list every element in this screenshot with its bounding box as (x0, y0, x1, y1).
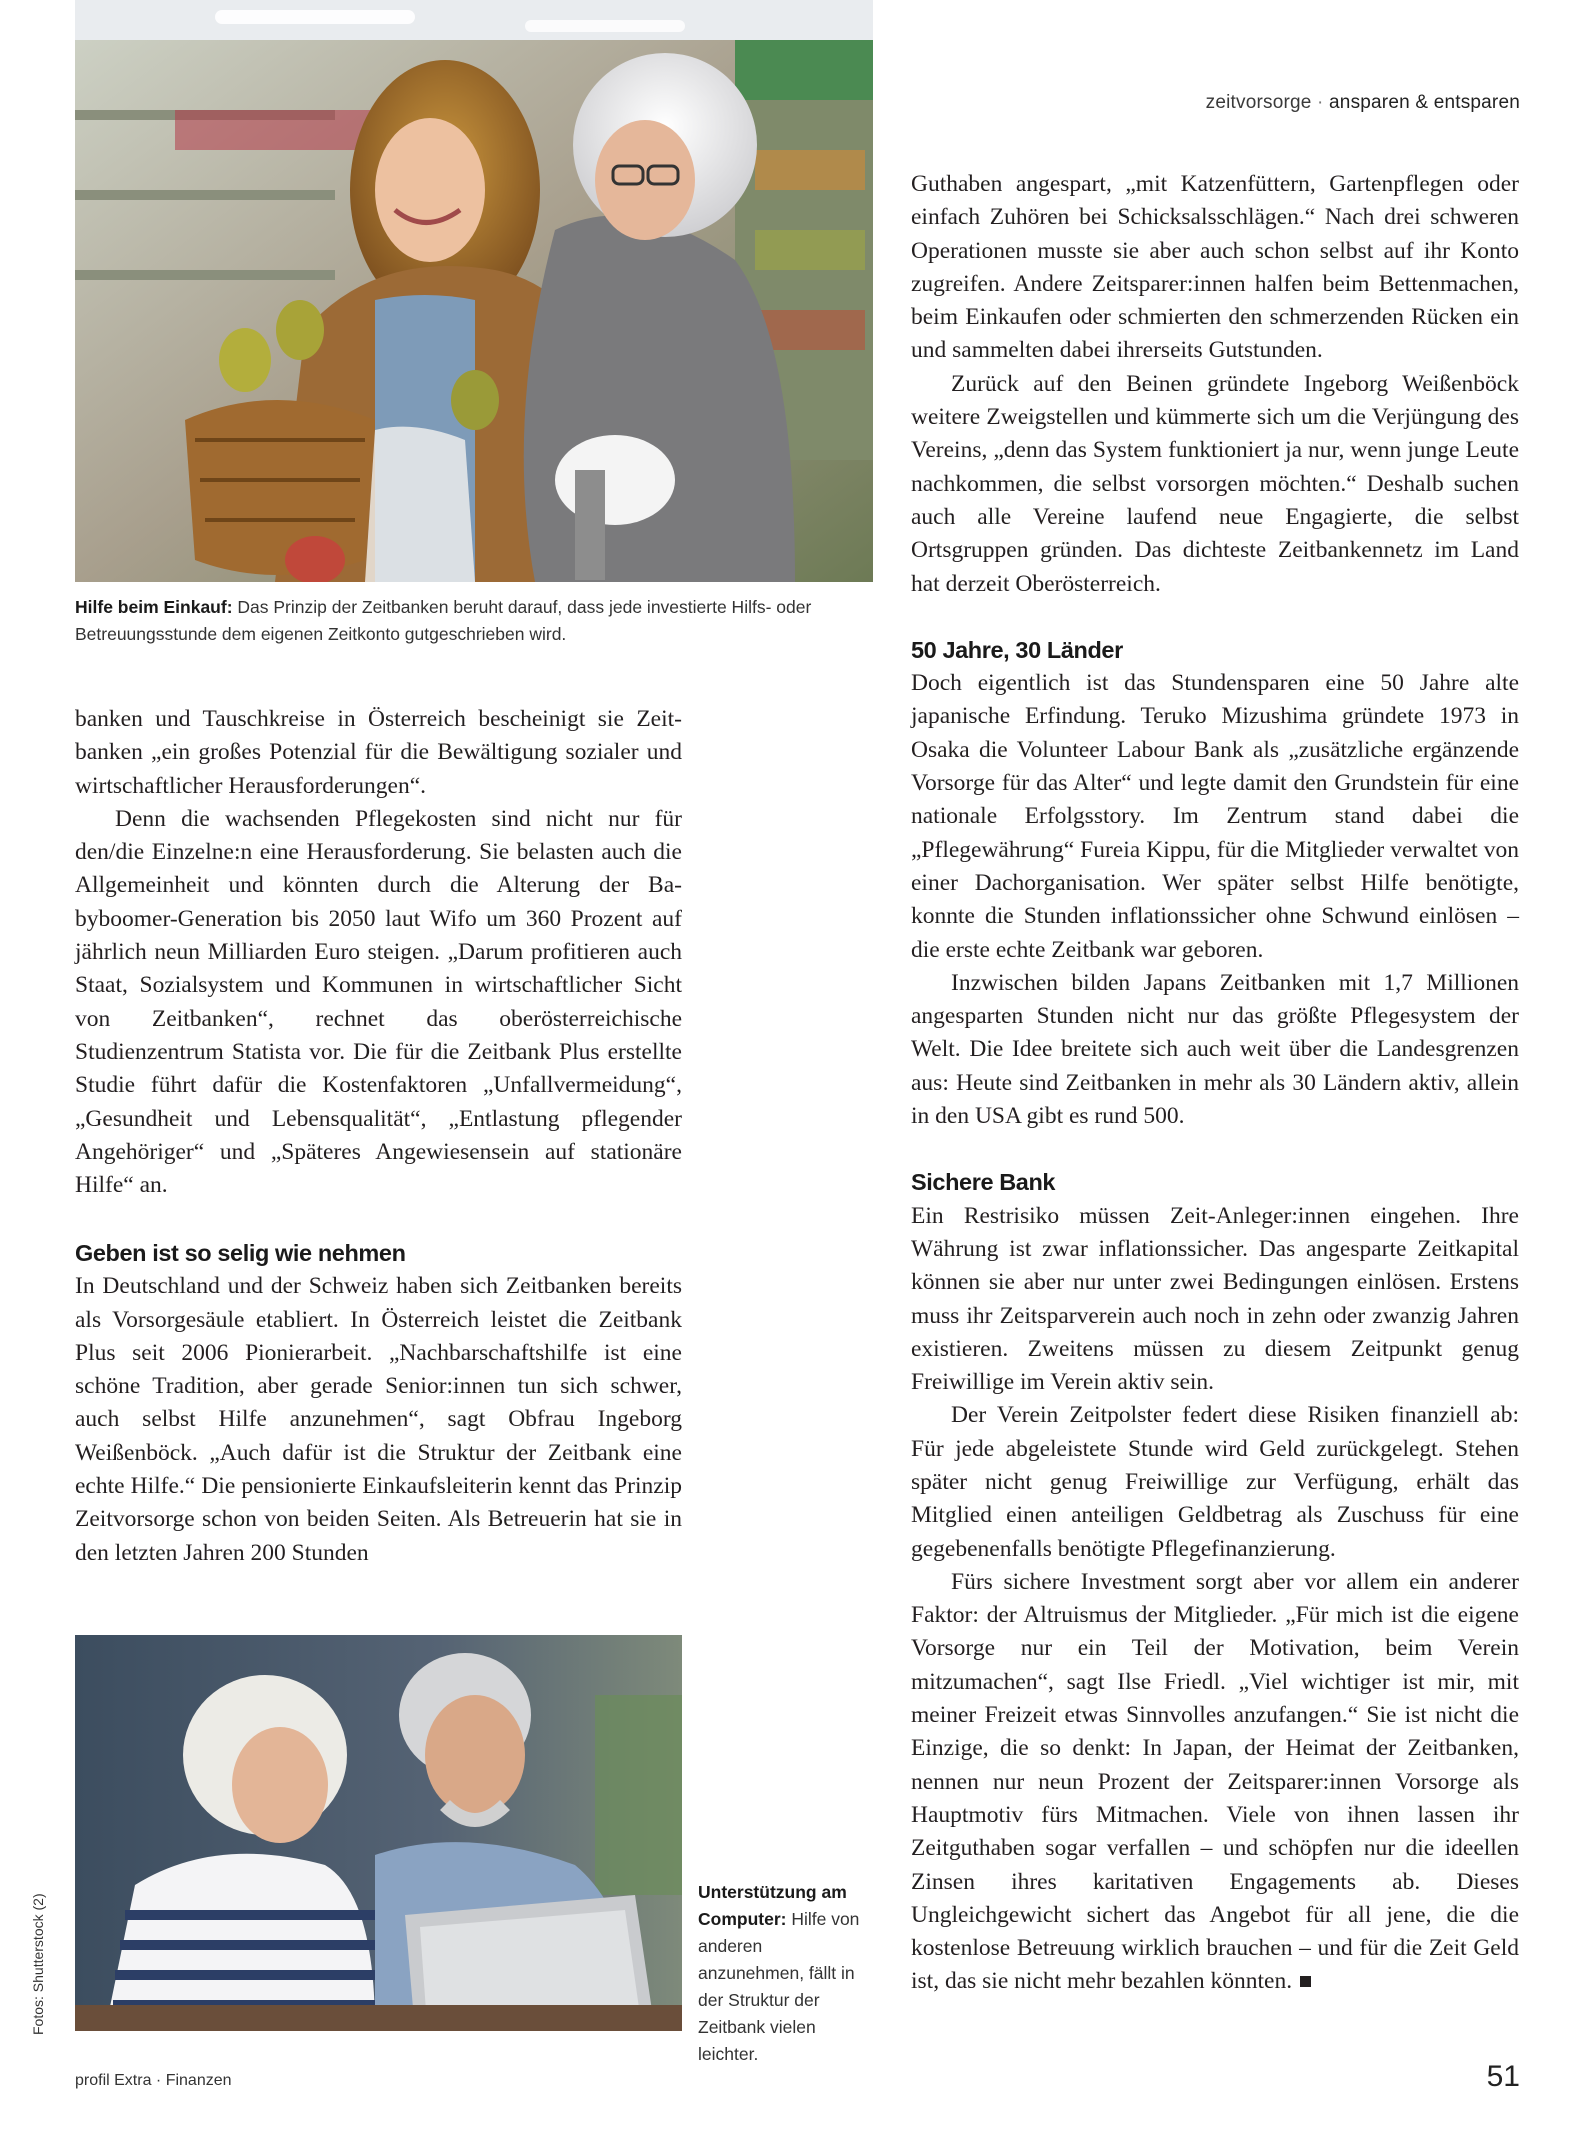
caption-lead: Unterstützung am Computer: (698, 1882, 847, 1929)
section-heading: 50 Jahre, 30 Länder (911, 636, 1123, 663)
paragraph: Inzwischen bilden Japans Zeitbanken mit 1,7 Millionen angesparten Stunden nicht nur das größte Pflegesystem der Welt. Die Idee breitete sich auch weit über die Landesgrenzen aus: Heute sind Zeitbanken in mehr als 30 Ländern aktiv, allein in den USA gibt es rund 500. (911, 969, 1519, 1130)
end-mark-icon (1300, 1976, 1311, 1987)
paragraph: Doch eigentlich ist das Stundensparen eine 50 Jahre alte japanische Erfindung. Teruko Mizushima gründete 1973 in Osaka die Volunteer Labour Bank als „zusätzliche ergänzende Vorsorge für das Alter“ und legte damit den Grundstein für eine nationale Erfolgsstory. Im Zentrum stand dabei die „Pflegewährung“ Fureia Kippu, für die Mitglieder verwaltet von einer Dachorganisation. Wer später selbst Hilfe benötigte, konnte die Stunden inflationssicher ohne Schwund einlösen – die erste echte Zeitbank war geboren. (911, 670, 1519, 963)
paragraph-final (911, 1566, 1519, 1999)
photo-caption-bottom (698, 1879, 868, 2068)
article-column-right (911, 168, 1519, 1999)
paragraph: Zurück auf den Beinen gründete Ingeborg Weißenböck weitere Zweigstellen und kümmerte sich um die Verjüngung des Vereins, „denn das System funktioniert ja nur, wenn junge Leute nachkommen, die selbst vorsorgen möchten.“ Deshalb suchen auch alle Vereine laufend neue Engagierte, die selbst Ortsgruppen gründen. Das dichteste Zeitbankennetz im Land hat derzeit Oberösterreich. (911, 370, 1519, 597)
caption-text: Hilfe von anderen anzunehmen, fällt in der Struktur der Zeitbank vielen leichter. (698, 1909, 860, 2064)
section-heading: Sichere Bank (911, 1169, 1056, 1196)
paragraph: Der Verein Zeitpolster federt diese Risiken finanziell ab: Für jede abgeleistete Stunde wird Geld zurückgelegt. Stehen später nicht genug Freiwillige zur Verfügung, erhält das Mitglied einen anteiligen Geldbetrag als Zuschuss für eine gegebenenfalls benötigte Pflegefinanzierung. (911, 1402, 1519, 1562)
article-column-left-bottom (75, 1237, 682, 1570)
header-topic: ansparen & entsparen (1329, 92, 1520, 113)
paragraph: Denn die wachsenden Pflegekosten sind nicht nur für den/die Einzelne:n eine Herausforderung. Sie belasten auch die Allgemeinheit und könnten durch die Alterung der Babyboomer-Generation bis 2050 laut Wifo um 360 Prozent auf jährlich neun Milliarden Euro steigen. „Darum profitieren auch Staat, Sozialsystem und Kommunen in wirtschaftlicher Sicht von Zeitbanken“, rechnet das oberösterreichische Studienzentrum Statista vor. Die für die Zeitbank Plus erstellte Studie führt dafür die Kostenfaktoren „Unfallvermeidung“, „Gesundheit und Lebensqualität“, „Entlastung pflegender Angehöriger“ und „Späteres Angewiesensein auf stationäre Hilfe“ an. (75, 805, 682, 1199)
section-heading: Geben ist so selig wie nehmen (75, 1240, 406, 1266)
photo-computer (75, 1635, 682, 2031)
paragraph: In Deutschland und der Schweiz haben sich Zeitbanken bereits als Vorsorgesäule etabliert. In Österreich leistet die Zeitbank Plus seit 2006 Pionierarbeit. „Nachbarschaftshilfe ist eine schöne Tradition, aber gerade Senior:innen tun sich schwer, auch selbst Hilfe anzunehmen“, sagt Obfrau Ingeborg Weißenböck. „Auch dafür ist die Struktur der Zeitbank eine echte Hilfe.“ Die pensionierte Einkaufsleiterin kennt das Prinzip Zeitvorsorge schon von beiden Seiten. Als Betreuerin hat sie in den letzten Jahren 200 Stunden (75, 1273, 682, 1566)
photo-credit: Fotos: Shutterstock (2) (30, 1893, 46, 2035)
article-column-left-top (75, 703, 682, 1202)
header-section: zeitvorsorge (1205, 92, 1312, 113)
photo-caption-top (75, 594, 815, 648)
paragraph-text: Fürs sichere Investment sorgt aber vor allem ein anderer Faktor: der Altruismus der Mitglieder. „Für mich ist die eigene Vorsorge nur ein Teil der Motivation, beim Verein mitzumachen“, sagt Ilse Friedl. „Viel wichtiger ist mir, mit meiner Freizeit etwas Sinnvolles anzufangen.“ Sie ist nicht die Einzige, die so denkt: In Japan, der Heimat der Zeitbanken, nennen nur neun Prozent der Zeitsparer:innen Vorsorge als Hauptmotiv fürs Mitmachen. Viele von ihnen lassen ihr Zeitguthaben sogar verfallen – und schöpfen nur die ideellen Zinsen ihres karitativen Engagements ab. Dieses Ungleichgewicht sichert das Angebot für all jene, die die kostenlose Betreuung wirklich brauchen – und für die Zeit Geld ist, das sie nicht mehr bezahlen könnten. (911, 1568, 1519, 1995)
paragraph: Guthaben angespart, „mit Katzenfüttern, Gartenpflegen oder einfach Zuhören bei Schicksalsschlägen.“ Nach drei schweren Operationen musste sie aber auch schon selbst auf ihr Konto zugreifen. Andere Zeitsparer:innen halfen beim Bettenmachen, beim Einkaufen oder schmierten den schmerzenden Rücken ein und sammelten dabei ihrerseits Gutstunden. (911, 171, 1519, 364)
paragraph: banken und Tauschkreise in Österreich bescheinigt sie Zeitbanken „ein großes Potenzial für die Bewältigung sozialer und wirtschaftlicher Herausforderungen“. (75, 706, 682, 799)
paragraph: Ein Restrisiko müssen Zeit-Anleger:innen eingehen. Ihre Währung ist zwar inflationssicher. Das angesparte Zeitkapital können sie aber nur unter zwei Bedingungen einlösen. Erstens muss ihr Zeitsparverein auch noch in zehn oder zwanzig Jahren existieren. Zweitens müssen zu diesem Zeitpunkt genug Freiwillige im Verein aktiv sein. (911, 1202, 1519, 1396)
caption-lead: Hilfe beim Einkauf: (75, 597, 233, 617)
page-number: 51 (1486, 2060, 1520, 2093)
header-separator: · (1317, 92, 1324, 113)
caption-text: Das Prinzip der Zeitbanken beruht darauf, dass jede investierte Hilfs- oder Betreuungsstunde dem eigenen Zeitkonto gutgeschrieben wird. (75, 597, 812, 644)
photo-shopping (75, 0, 873, 582)
footer-publication: profil Extra · Finanzen (75, 2072, 232, 2089)
running-header (1150, 92, 1520, 114)
